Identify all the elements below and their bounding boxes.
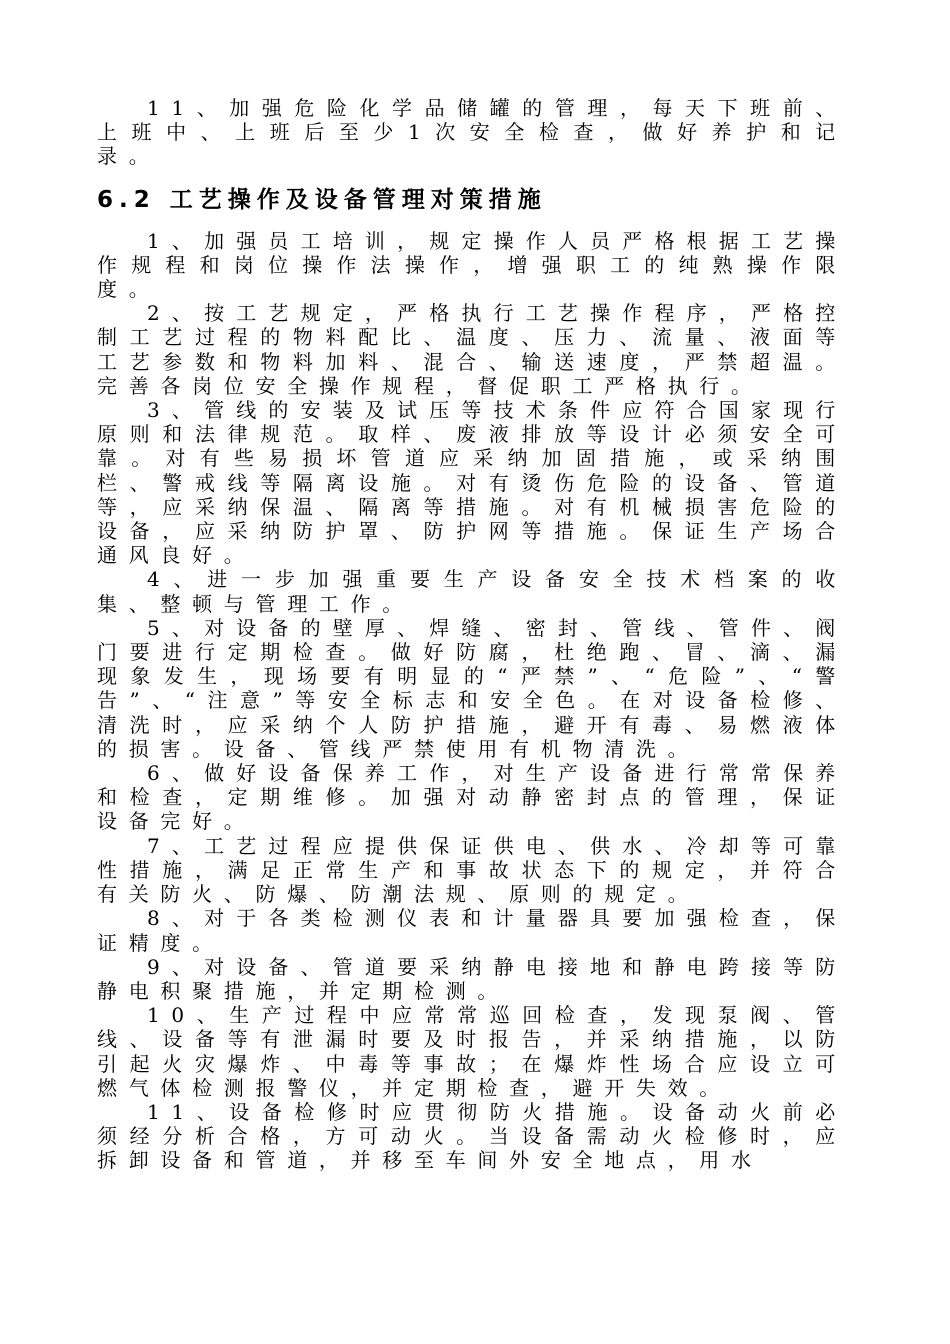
paragraph-9: 9、对设备、管道要采纳静电接地和静电跨接等防静电积聚措施，并定期检测。 [97, 954, 847, 1003]
paragraph-3: 3、管线的安装及试压等技术条件应符合国家现行原则和法律规范。取样、废液排放等设计必须安全可靠。对有些易损坏管道应采纳加固措施，或采纳围栏、警戒线等隔离设施。对有烫伤危险的设备、管道等，应采纳保温、隔离等措施。对有机械损害危险的设备，应采纳防护罩、防护网等措施。保证生产场合通风良好。 [97, 398, 847, 568]
paragraph-4: 4、进一步加强重要生产设备安全技术档案的收集、整顿与管理工作。 [97, 567, 847, 616]
paragraph-11: 11、设备检修时应贯彻防火措施。设备动火前必须经分析合格，方可动火。当设备需动火检修时，应拆卸设备和管道，并移至车间外安全地点，用水 [97, 1099, 847, 1173]
document-page [97, 96, 847, 1173]
paragraph-7: 7、工艺过程应提供保证供电、供水、冷却等可靠性措施，满足正常生产和事故状态下的规定，并符合有关防火、防爆、防潮法规、原则的规定。 [97, 833, 847, 907]
paragraph-8: 8、对于各类检测仪表和计量器具要加强检查，保证精度。 [97, 906, 847, 955]
intro-paragraph: 11、加强危险化学品储罐的管理，每天下班前、上班中、上班后至少1次安全检查，做好养护和记录。 [97, 96, 847, 169]
paragraph-6: 6、做好设备保养工作，对生产设备进行常常保养和检查，定期维修。加强对动静密封点的管理，保证设备完好。 [97, 761, 847, 834]
paragraph-5: 5、对设备的壁厚、焊缝、密封、管线、管件、阀门要进行定期检查。做好防腐，杜绝跑、冒、滴、漏现象发生，现场要有明显的“严禁”、“危险”、“警告”、“注意”等安全标志和安全色。在对设备检修、清洗时，应采纳个人防护措施，避开有毒、易燃液体的损害。设备、管线严禁使用有机物清洗。 [97, 615, 847, 761]
paragraph-1: 1、加强员工培训，规定操作人员严格根据工艺操作规程和岗位操作法操作，增强职工的纯熟操作限度。 [97, 228, 847, 302]
section-heading: 6.2 工艺操作及设备管理对策措施 [97, 186, 547, 213]
paragraph-10: 10、生产过程中应常常巡回检查，发现泵阀、管线、设备等有泄漏时要及时报告，并采纳措施，以防引起火灾爆炸、中毒等事故；在爆炸性场合应设立可燃气体检测报警仪，并定期检查，避开失效。 [97, 1003, 847, 1100]
paragraph-2: 2、按工艺规定，严格执行工艺操作程序，严格控制工艺过程的物料配比、温度、压力、流量、液面等工艺参数和物料加料、混合、输送速度，严禁超温。完善各岗位安全操作规程，督促职工严格执行。 [97, 301, 847, 398]
